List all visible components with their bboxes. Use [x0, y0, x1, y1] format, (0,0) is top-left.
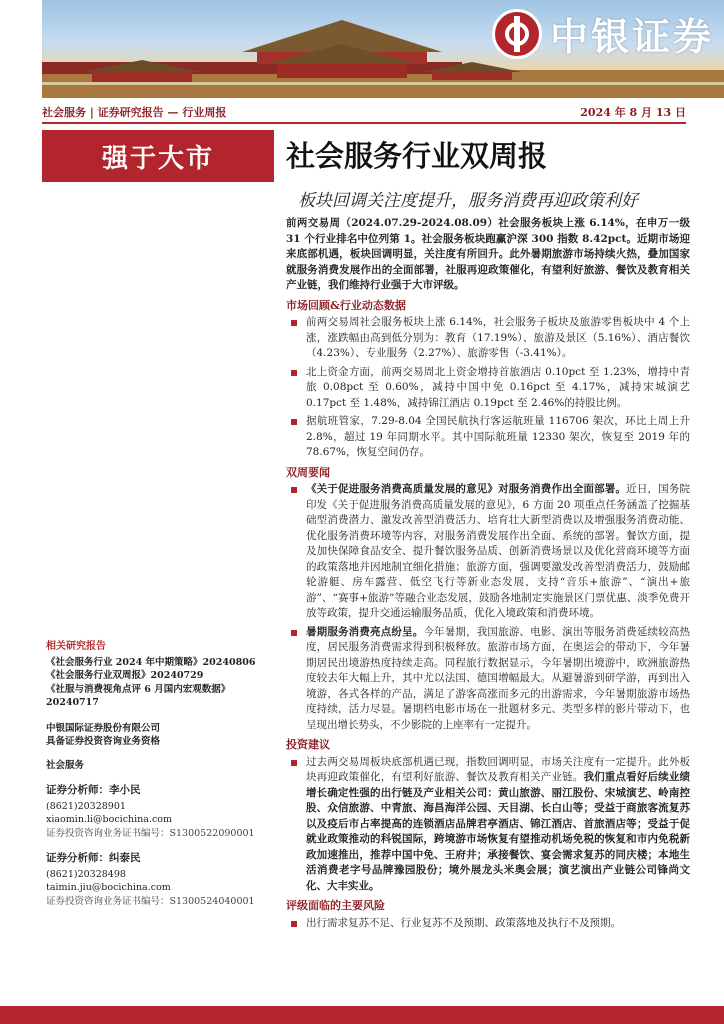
news-lead: 暑期服务消费亮点纷呈。 [306, 625, 424, 638]
analyst-cert: 证券投资咨询业务证书编号：S1300522090001 [46, 827, 255, 839]
header-banner [42, 0, 724, 98]
boc-logo-icon [492, 9, 542, 59]
list-item [286, 755, 690, 895]
footer-bar [0, 1006, 724, 1024]
list-item: 据航班管家，7.29-8.04 全国民航执行客运航班量 116706 架次，环比上周上升 2.8%，超过 19 年同期水平。其中国际航班量 12330 架次，恢复至 2019 年的 78.67%，恢复空间仍存。 [286, 414, 690, 461]
news-text: 近日，国务院印发《关于促进服务消费高质量发展的意见》，6 方面 20 项重点任务涵盖了挖掘基础型消费潜力、激发改善型消费活力、培育壮大新型消费以及增强服务消费动能、优化服务消费环境等内容，对服务消费发展作出全面、系统的部署。餐饮方面，提及加快保障食品安全、提升餐饮服务品质、创新消费场景以及优化营商环境等方面的政策落地并因地制宜细化措施；旅游方面，强调要激发改善型消费活力，鼓励邮轮游艇、房车露营、低空飞行等新业态发展，支持“音乐+旅游”、“演出+旅游”、“赛事+旅游”等融合业态发展，鼓励各地制定实施景区门票优惠、淡季免费开放等政策，提升交通运输服务品质，优化入境政策和消费环境。 [306, 483, 691, 619]
analyst-name: 证券分析师：李小民 [46, 784, 141, 796]
rating-badge: 强于大市 [42, 130, 274, 182]
page-title: 社会服务行业双周报 [286, 139, 548, 173]
analyst-cert: 证券投资咨询业务证书编号：S1300524040001 [46, 895, 255, 907]
analyst-phone: (8621)20328901 [46, 800, 126, 812]
news-lead: 《关于促进服务消费高质量发展的意见》对服务消费作出全面部署。 [306, 483, 627, 495]
report-meta-bar [42, 104, 686, 124]
related-report[interactable]: 《社会服务行业 2024 年中期策略》20240806 [46, 656, 256, 668]
section-heading-advice: 投资建议 [286, 738, 330, 751]
sector-label: 社会服务 [46, 759, 85, 771]
category: 社会服务 [42, 106, 86, 119]
analyst-phone: (8621)20328498 [46, 868, 126, 880]
analyst-email[interactable]: taimin.jiu@bocichina.com [46, 882, 171, 893]
list-item: 前两交易周社会服务板块上涨 6.14%，社会服务子板块及旅游零售板块中 4 个上涨，涨跌幅由高到低分别为：教育（17.19%）、旅游及景区（5.16%）、酒店餐饮（4.23%）、专业服务（2.27%）、旅游零售（-3.41%）。 [286, 315, 690, 362]
sidebar [46, 640, 272, 908]
advice-intro: 过去两交易周板块底部机遇已现，指数回调明显，市场关注度有一定提升。此外板块再迎政策催化，有望利好旅游、餐饮及教育相关产业链。 [306, 755, 690, 783]
company-logo [492, 6, 714, 61]
news-list [286, 482, 690, 733]
related-report[interactable]: 《社服与消费视角点评 6 月国内宏观数据》20240717 [46, 683, 231, 708]
report-type: 证券研究报告 [97, 106, 164, 119]
list-item: 北上资金方面，前两交易周北上资金增持首旅酒店 0.10pct 至 1.23%，增持中青旅 0.08pct 至 0.60%，减持中国中免 0.16pct 至 4.17%，减持宋城演艺 0.17pct 至 1.48%，减持锦江酒店 0.19pct 至 2.46%的持股比例。 [286, 365, 690, 412]
news-text: 今年暑期，我国旅游、电影、演出等服务消费延续较高热度，居民服务消费需求得到积极释放。旅游市场方面，在奥运会的带动下，今年暑期居民出境游热度持续走高。同程旅行数据显示，今年暑期出境游中，欧洲旅游热度较去年大幅上升，其中尤以法国、德国增幅最大。从避暑游到研学游，再到出入境游，各式各样的产品，满足了游客高涨而多元的出游需求，今年暑期旅游市场热度持续，活力尽显。暑期档电影市场在一批题材多元、类型多样的影片带动下，也呈现出增长势头，不少影院的上座率有一定提升。 [306, 625, 691, 731]
section-heading-risk: 评级面临的主要风险 [286, 899, 385, 912]
advice-picks: 我们重点看好后续业绩增长确定性强的出行链及产业相关公司：黄山旅游、丽江股份、宋城演艺、岭南控股、众信旅游、中青旅、海昌海洋公园、天目湖、长白山等；受益于商旅客流复苏以及疫后市占率提高的连锁酒店品牌君亭酒店、锦江酒店、首旅酒店等；受益于促就业政策推动的科锐国际，跨境游市场恢复有望推动机场免税的恢复和市内免税新政加速推出，推荐中国中免、王府井；承接餐饮、宴会需求复苏的同庆楼；本地生活消费老字号品牌豫园股份；境外展龙头米奥会展；演艺演出产业链公司锋尚文化、大丰实业。 [306, 771, 691, 892]
list-item: 出行需求复苏不足、行业复苏不及预期、政策落地及执行不及预期。 [286, 916, 690, 932]
page-subtitle: 板块回调关注度提升，服务消费再迎政策利好 [298, 191, 638, 211]
section-heading-market: 市场回顾&行业动态数据 [286, 298, 406, 312]
report-subtype: 行业周报 [182, 106, 227, 119]
related-heading: 相关研究报告 [46, 641, 106, 652]
analyst-card [46, 784, 272, 840]
section-heading-news: 双周要闻 [286, 465, 330, 479]
report-category: 社会服务 | 证券研究报告 — 行业周报 [42, 106, 227, 119]
summary: 前两交易周（2024.07.29-2024.08.09）社会服务板块上涨 6.14%，在申万一级 31 个行业排名中位列第 1。社会服务板块跑赢沪深 300 指数 8.42pct。近期市场迎来底部机遇，板块回调明显，关注度有所回升。此外暑期旅游市场持续火热，叠加国家就服务消费发展作出的全面部署，社服再迎政策催化，有望利好旅游、餐饮及教育相关产业链，我们维持行业强于大市评级。 [286, 217, 690, 291]
list-item [286, 625, 690, 734]
related-report[interactable]: 《社会服务行业双周报》20240729 [46, 670, 204, 681]
advice-list [286, 755, 690, 895]
analyst-email[interactable]: xiaomin.li@bocichina.com [46, 814, 173, 825]
market-list [286, 315, 690, 461]
analyst-card [46, 852, 272, 908]
risk-list [286, 916, 690, 932]
logo-text: 中银证券 [549, 15, 714, 59]
list-item [286, 482, 690, 622]
report-date: 2024 年 8 月 13 日 [580, 106, 686, 119]
organization: 中银国际证券股份有限公司 具备证券投资咨询业务资格 [46, 722, 161, 747]
analyst-name: 证券分析师：纠泰民 [46, 852, 141, 864]
main-content [286, 216, 690, 934]
